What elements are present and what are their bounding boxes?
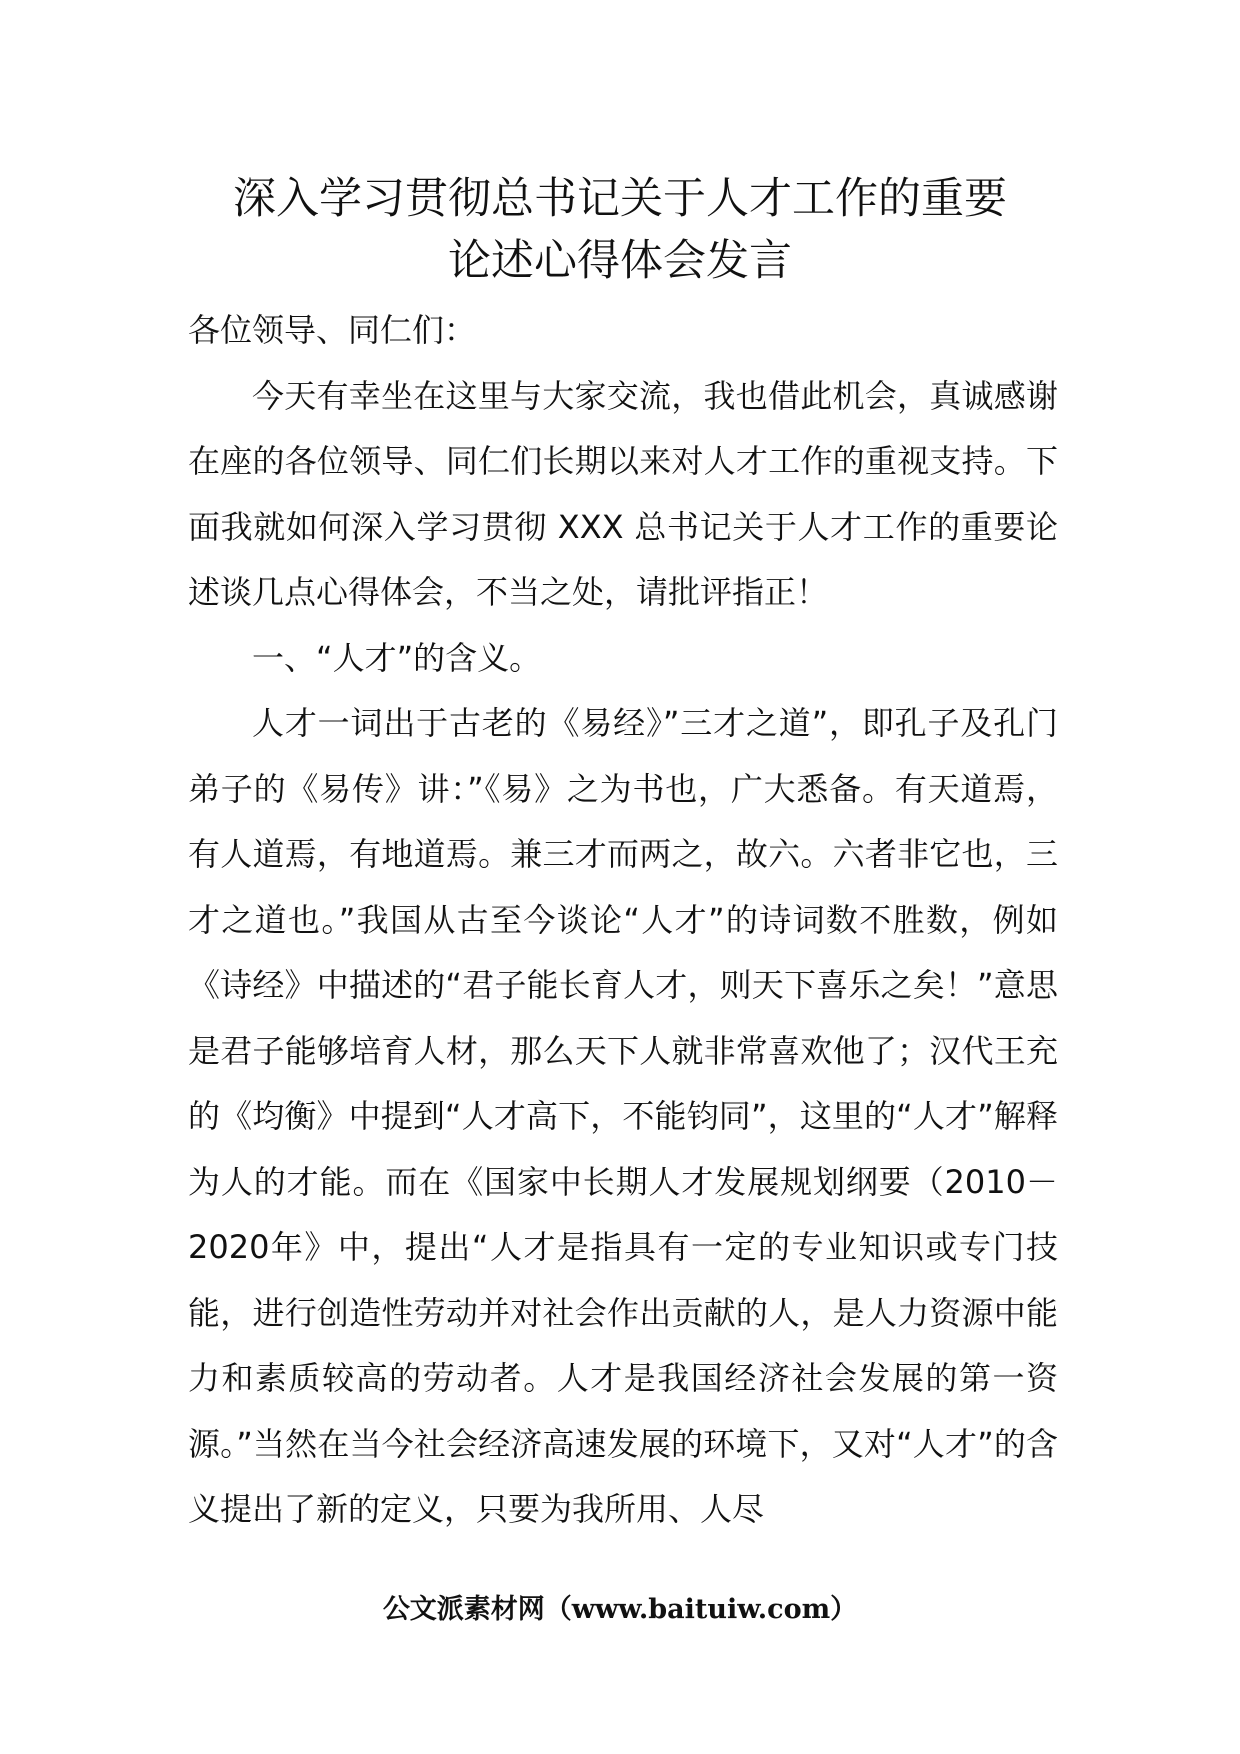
- section-heading: 一、“人才”的含义。: [252, 638, 542, 677]
- salutation: 各位领导、同仁们：: [188, 311, 477, 349]
- title-line-1: 深入学习贯彻总书记关于人才工作的重要: [233, 174, 1007, 224]
- title-line-2: 论述心得体会发言: [448, 236, 792, 286]
- footer-watermark: 公文派素材网（www.baituiw.com）: [382, 1594, 858, 1625]
- paragraph-intro: 今天有幸坐在这里与大家交流，我也借此机会，真诚感谢在座的各位领导、同仁们长期以来对人才工作的重视支持。下面我就如何深入学习贯彻 XXX 总书记关于人才工作的重要论述谈几点心得体会，不当之处，请批评指正！: [188, 376, 1058, 611]
- paragraph-talent-meaning: 人才一词出于古老的《易经》”三才之道”，即孔子及孔门弟子的《易传》讲：”《易》之为书也，广大悉备。有天道焉，有人道焉，有地道焉。兼三才而两之，故六。六者非它也，三才之道也。”我国从古至今谈论“人才”的诗词数不胜数，例如《诗经》中描述的“君子能长育人才，则天下喜乐之矣！”意思是君子能够培育人材，那么天下人就非常喜欢他了；汉代王充的《均衡》中提到“人才高下，不能钧同”，这里的“人才”解释为人的才能。而在《国家中长期人才发展规划纲要（2010－2020年》中，提出“人才是指具有一定的专业知识或专门技能，进行创造性劳动并对社会作出贡献的人，是人力资源中能力和素质较高的劳动者。人才是我国经济社会发展的第一资源。”当然在当今社会经济高速发展的环境下，又对“人才”的含义提出了新的定义，只要为我所用、人尽: [188, 704, 1058, 1528]
- document-title: [150, 168, 1090, 292]
- document-body: [188, 298, 1058, 1543]
